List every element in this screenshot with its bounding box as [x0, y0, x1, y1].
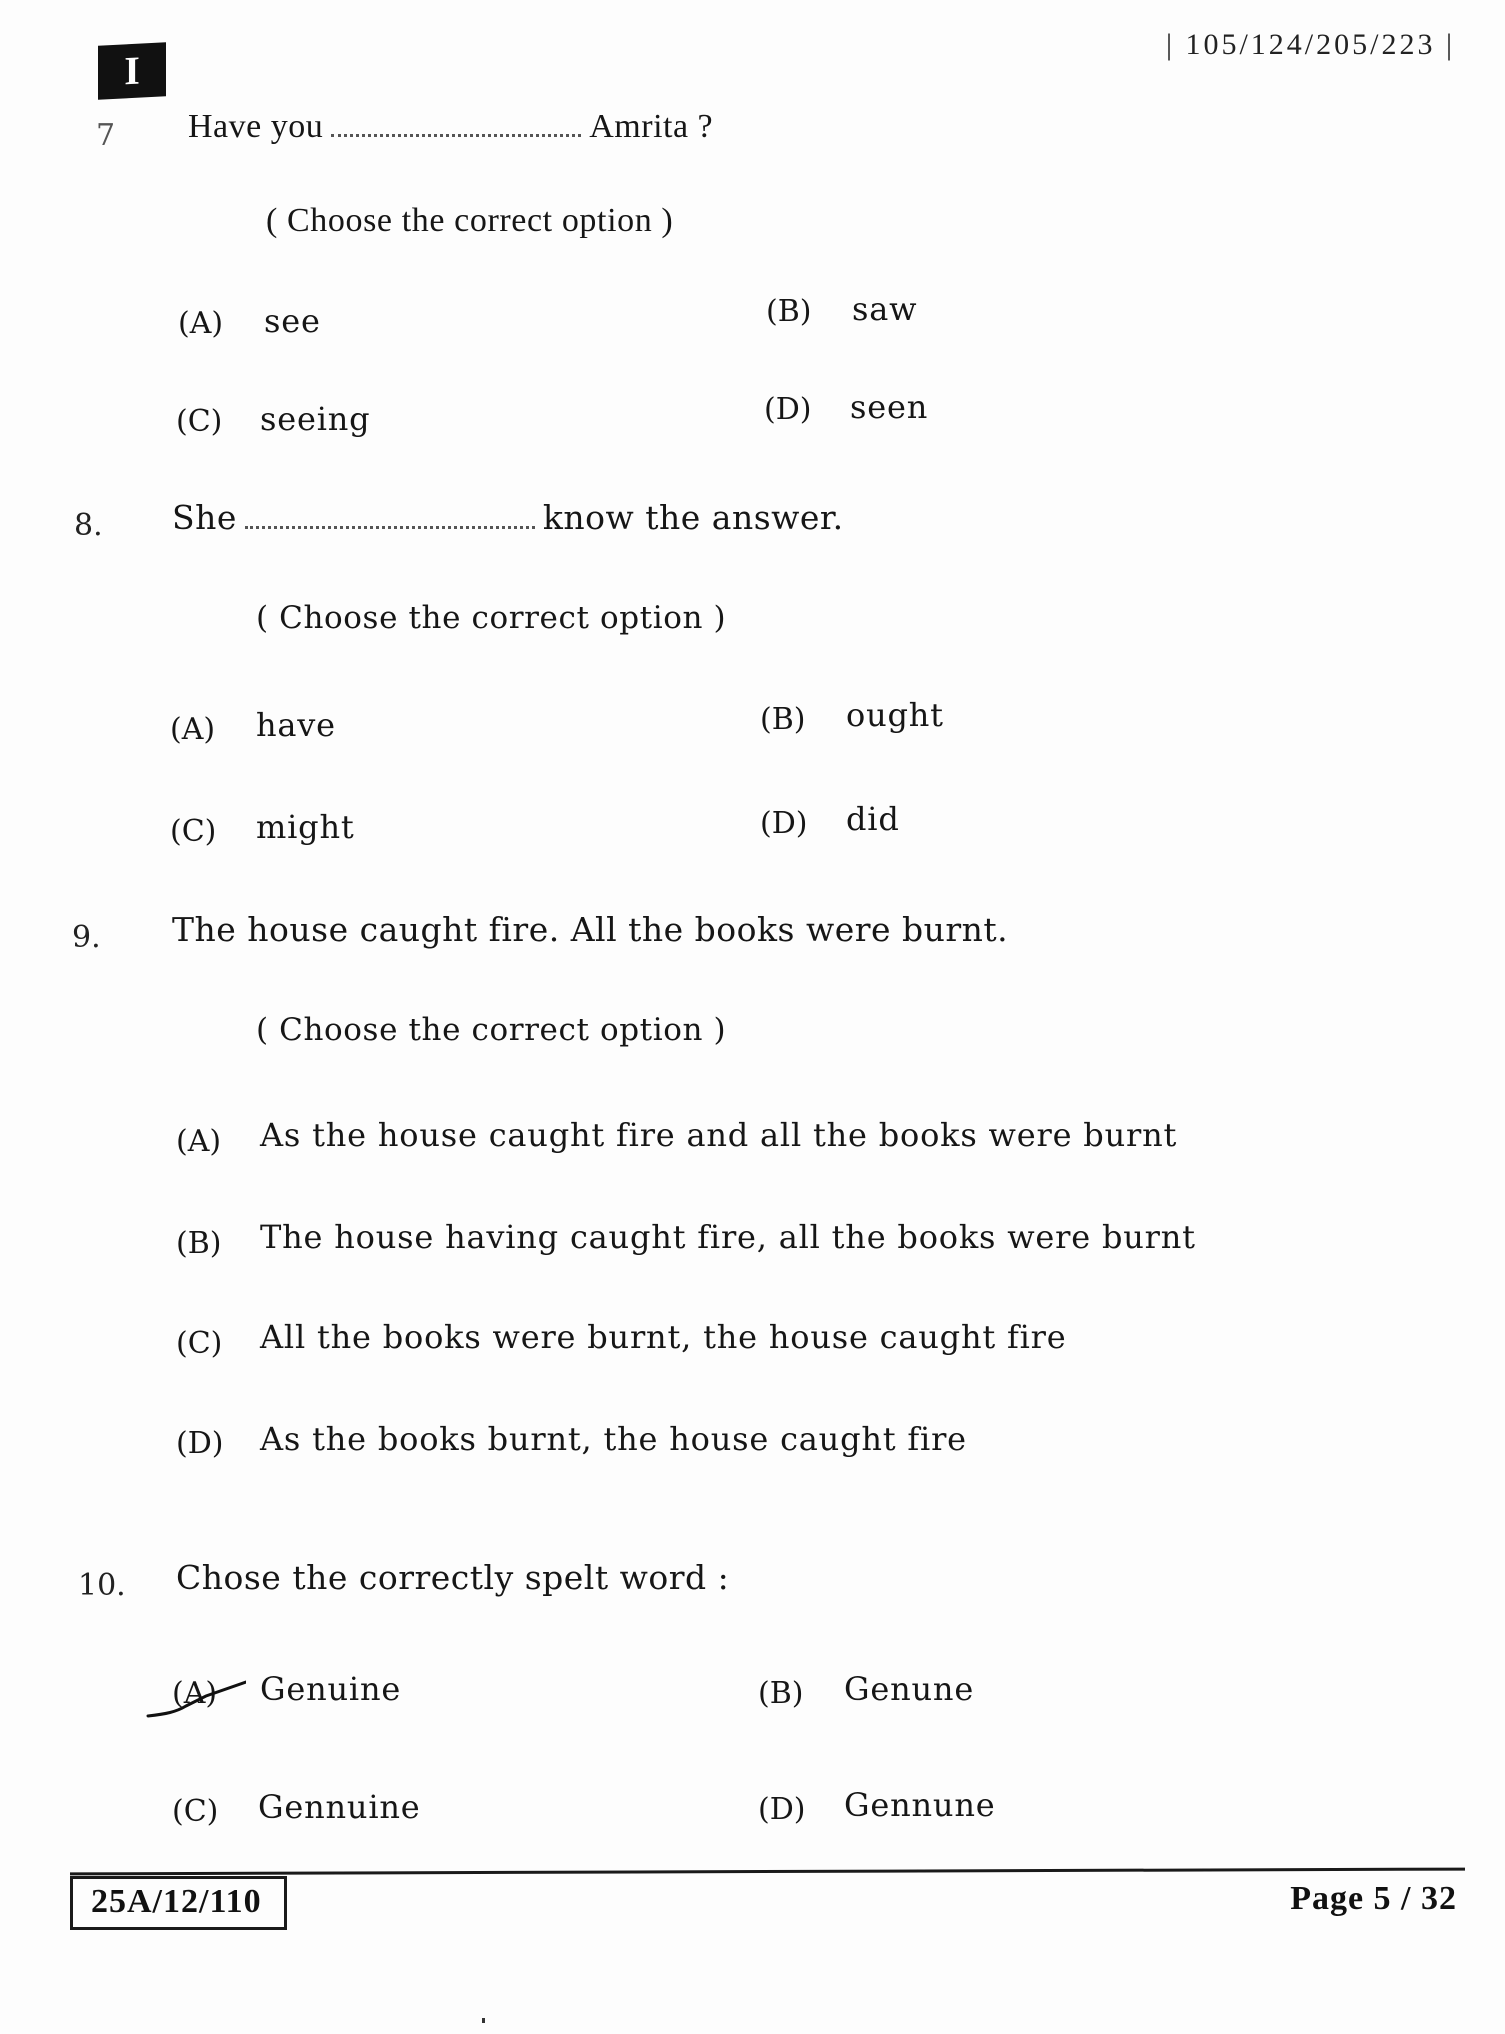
option-letter: (A) [178, 306, 224, 341]
option-letter: (D) [764, 392, 812, 427]
question-text [172, 498, 844, 537]
option-letter: (B) [758, 1676, 804, 1711]
option-letter: (D) [176, 1426, 224, 1461]
question-text-before: Have you [188, 108, 324, 145]
option-text: The house having caught fire, all the books were burnt [260, 1218, 1196, 1256]
option-text: All the books were burnt, the house caught fire [260, 1318, 1067, 1356]
option-text: seeing [260, 400, 371, 438]
option-letter: (B) [760, 702, 806, 737]
option-text: seen [850, 388, 929, 426]
set-badge: I [98, 42, 166, 100]
answer-blank [245, 525, 535, 529]
question-number: 10. [78, 1568, 126, 1603]
paper-codes: | 105/124/205/223 | [1165, 28, 1455, 61]
footer-divider [70, 1868, 1465, 1876]
question-text-after: Amrita ? [589, 108, 714, 145]
answer-blank [331, 133, 581, 137]
option-text: Gennune [844, 1786, 996, 1824]
question-text-after: know the answer. [542, 498, 844, 537]
option-letter: (B) [176, 1226, 222, 1261]
instruction-text: ( Choose the correct option ) [256, 600, 727, 636]
booklet-code: 25A/12/110 [70, 1876, 287, 1930]
question-text: Chose the correctly spelt word : [176, 1558, 730, 1597]
option-text: As the house caught fire and all the books were burnt [260, 1116, 1178, 1154]
option-letter: (A) [172, 1676, 218, 1711]
option-letter: (D) [758, 1792, 806, 1827]
option-text: saw [852, 290, 918, 328]
question-text-before: She [172, 498, 237, 537]
option-letter: (A) [170, 712, 216, 747]
question-text [188, 108, 713, 146]
option-text: Gennuine [258, 1788, 421, 1826]
scan-speck [482, 2018, 485, 2023]
option-letter: (C) [172, 1794, 219, 1829]
option-letter: (C) [176, 1326, 223, 1361]
option-letter: (C) [170, 814, 217, 849]
option-text: Genune [844, 1670, 975, 1708]
option-text: see [264, 302, 321, 340]
question-number: 9. [72, 920, 101, 955]
option-letter: (B) [766, 294, 812, 329]
instruction-text: ( Choose the correct option ) [256, 1012, 727, 1048]
handwritten-tick-mark-icon [146, 1680, 246, 1720]
question-text: The house caught fire. All the books were burnt. [172, 910, 1009, 949]
option-letter: (C) [176, 404, 223, 439]
option-letter: (D) [760, 806, 808, 841]
question-number: 7 [96, 118, 116, 153]
option-text: might [256, 808, 355, 846]
option-text: As the books burnt, the house caught fire [260, 1420, 967, 1458]
option-text: Genuine [260, 1670, 402, 1708]
instruction-text: ( Choose the correct option ) [266, 202, 674, 239]
option-text: ought [846, 696, 944, 734]
page-number: Page 5 / 32 [1290, 1880, 1457, 1917]
question-number: 8. [74, 508, 103, 543]
option-text: have [256, 706, 336, 744]
option-text: did [846, 800, 900, 838]
option-letter: (A) [176, 1124, 222, 1159]
